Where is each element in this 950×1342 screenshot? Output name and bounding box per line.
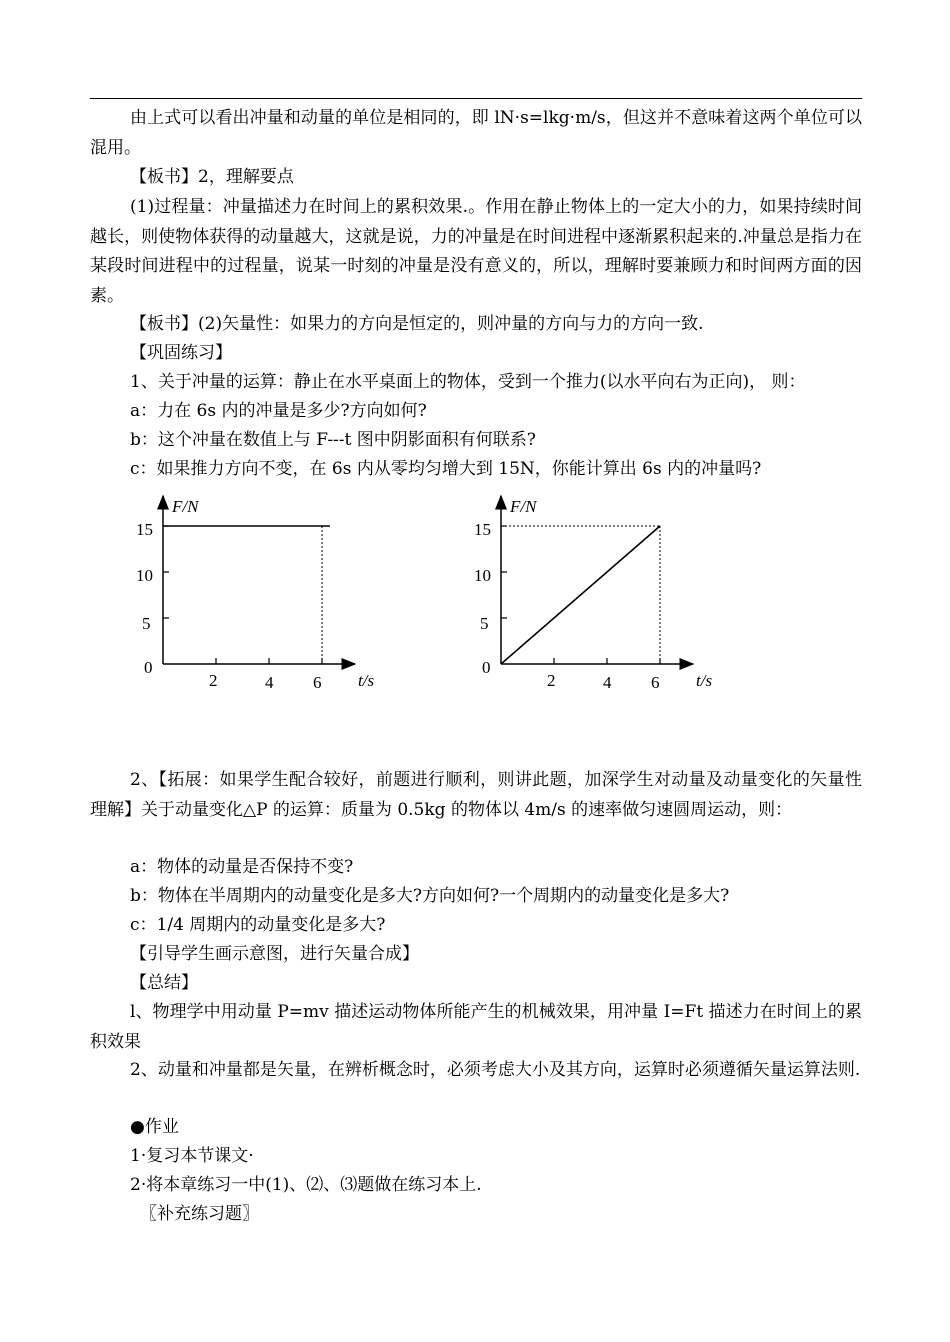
header-rule <box>90 98 862 99</box>
force-time-chart-constant <box>120 490 410 705</box>
y-tick-label-5: 5 <box>480 614 489 633</box>
section-consolidation-practice: 【巩固练习】 <box>130 343 232 363</box>
exercise-2-a: a：物体的动量是否保持不变? <box>130 857 354 877</box>
supplementary-exercises-heading: 〖补充练习题〗 <box>140 1204 259 1224</box>
x-tick-label-2: 2 <box>547 671 556 690</box>
y-tick-label-10: 10 <box>136 566 153 585</box>
series-line-F <box>501 526 660 664</box>
exercise-1-stem: 1、关于冲量的运算：静止在水平桌面上的物体，受到一个推力(以水平向右为正向)， 则： <box>130 372 806 392</box>
y-tick-label-15: 15 <box>474 520 491 539</box>
homework-item-1: 1·复习本节课文· <box>130 1146 254 1166</box>
x-tick-label-6: 6 <box>313 673 322 692</box>
chart-marks <box>163 526 330 664</box>
y-axis-label: F/N <box>510 497 537 516</box>
paragraph-process-quantity: (1)过程量：冲量描述力在时间上的累积效果.。作用在静止物体上的一定大小的力，如果持续时间越长，则使物体获得的动量越大，这就是说，力的冲量是在时间进程中逐渐累积起来的.冲量总是指力在某段时间进程中的过程量，说某一时刻的冲量是没有意义的，所以，理解时要兼顾力和时间两方面的因素。 <box>90 197 862 306</box>
summary-point-1: l、物理学中用动量 P=mv 描述运动物体所能产生的机械效果，用冲量 I=Ft 描述力在时间上的累积效果 <box>90 1002 862 1052</box>
exercise-2-b: b：物体在半周期内的动量变化是多大?方向如何?一个周期内的动量变化是多大? <box>130 886 730 906</box>
force-time-chart-linear <box>458 490 748 705</box>
section-summary: 【总结】 <box>130 973 198 993</box>
x-tick-label-4: 4 <box>265 673 274 692</box>
y-tick-label-0: 0 <box>144 658 153 677</box>
exercise-2-stem: 2、【拓展：如果学生配合较好，前题进行顺利，则讲此题，加深学生对动量及动量变化的矢量性理解】关于动量变化△P 的运算：质量为 0.5kg 的物体以 4m/s 的速率做匀速圆周运动，则： <box>90 770 862 820</box>
board-vector-property: 【板书】(2)矢量性：如果力的方向是恒定的，则冲量的方向与力的方向一致. <box>130 314 704 334</box>
x-axis-label: t/s <box>358 671 375 690</box>
x-tick-label-2: 2 <box>209 671 218 690</box>
homework-item-2: 2·将本章练习一中(1)、⑵、⑶题做在练习本上. <box>130 1175 482 1195</box>
paragraph-unit-note: 由上式可以看出冲量和动量的单位是相同的，即 lN·s=lkg·m/s，但这并不意味着这两个单位可以混用。 <box>90 108 862 158</box>
board-heading-key-points: 【板书】2，理解要点 <box>130 167 294 187</box>
section-homework: ●作业 <box>130 1117 179 1137</box>
exercise-1-a: a：力在 6s 内的冲量是多少?方向如何? <box>130 401 427 421</box>
y-axis-label: F/N <box>172 497 199 516</box>
x-tick-label-4: 4 <box>603 673 612 692</box>
exercise-1-b: b：这个冲量在数值上与 F---t 图中阴影面积有何联系? <box>130 430 536 450</box>
y-tick-label-15: 15 <box>136 520 153 539</box>
y-tick-label-0: 0 <box>482 658 491 677</box>
exercise-1-c: c：如果推力方向不变，在 6s 内从零均匀增大到 15N，你能计算出 6s 内的冲量吗? <box>130 459 762 479</box>
summary-point-2: 2、动量和冲量都是矢量，在辨析概念时，必须考虑大小及其方向，运算时必须遵循矢量运算法则. <box>130 1060 861 1080</box>
guide-vector-composition: 【引导学生画示意图，进行矢量合成】 <box>130 944 419 964</box>
chart-marks <box>501 526 660 664</box>
x-tick-label-6: 6 <box>651 673 660 692</box>
y-tick-label-5: 5 <box>142 614 151 633</box>
exercise-2-c: c：1/4 周期内的动量变化是多大? <box>130 915 386 935</box>
y-tick-label-10: 10 <box>474 566 491 585</box>
x-axis-label: t/s <box>696 671 713 690</box>
